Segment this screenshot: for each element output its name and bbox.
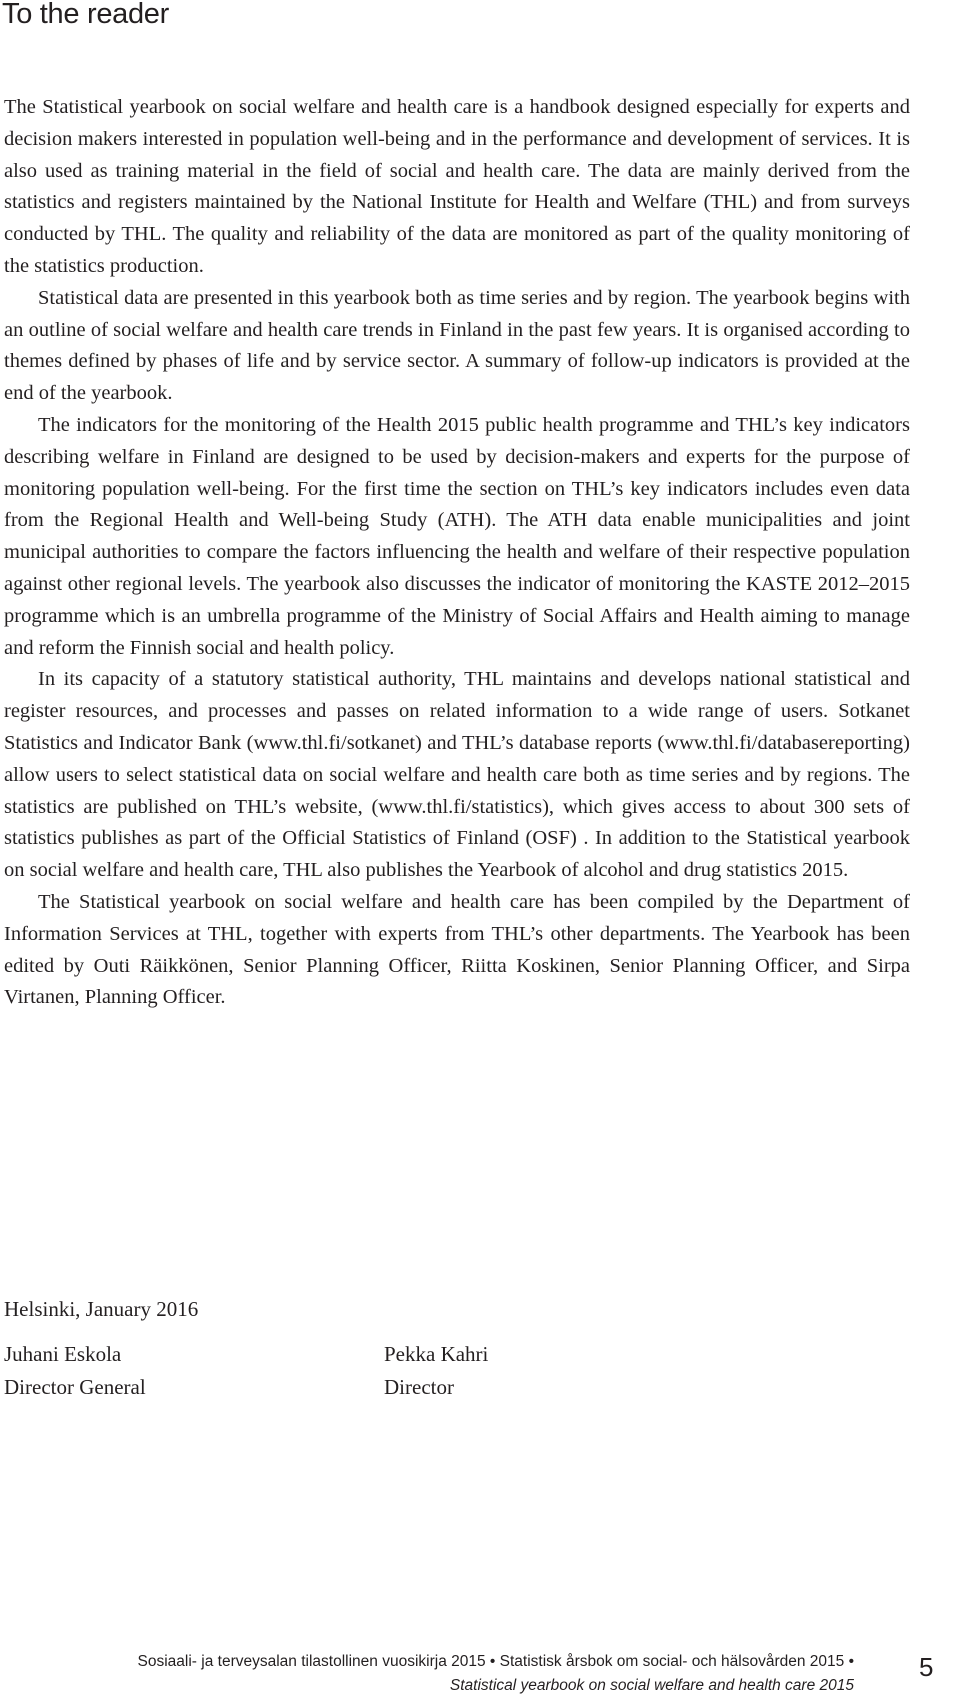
signature-block	[4, 1293, 764, 1404]
signer-name: Juhani Eskola	[4, 1342, 122, 1366]
body-text	[4, 92, 910, 1014]
footer-publication-titles: Sosiaali- ja terveysalan tilastollinen vuosikirja 2015 • Statistisk årsbok om social- och hälsovården 2015 •	[137, 1653, 854, 1670]
signer-name: Pekka Kahri	[384, 1342, 489, 1366]
paragraph-editors: The Statistical yearbook on social welfare and health care has been compiled by the Department of Information Services at THL, together with experts from THL’s other departments. The Yearbook has been edited by Outi Räikkönen, Senior Planning Officer, Riitta Koskinen, Senior Planning Officer, and Sirpa Virtanen, Planning Officer.	[4, 890, 910, 1009]
page-footer	[138, 1650, 854, 1698]
footer-english-title: Statistical yearbook on social welfare and health care 2015	[449, 1677, 854, 1694]
signers	[4, 1338, 764, 1404]
paragraph-statistical-authority: In its capacity of a statutory statistical authority, THL maintains and develops national statistical and register resources, and processes and passes on related information to a wide range of users. Sotkanet Statistics and Indicator Bank (www.thl.fi/sotkanet) and THL’s database reports (www.thl.fi/databasereporting) allow users to select statistical data on social welfare and health care both as time series and by regions. The statistics are published on THL’s website, (www.thl.fi/statistics), which gives access to about 300 sets of statistics publishes as part of the Official Statistics of Finland (OSF) . In addition to the Statistical yearbook on social welfare and health care, THL also publishes the Yearbook of alcohol and drug statistics 2015.	[4, 668, 910, 882]
paragraph-structure: Statistical data are presented in this yearbook both as time series and by region. The yearbook begins with an outline of social welfare and health care trends in Finland in the past few years. It is organised according to themes defined by phases of life and by service sector. A summary of follow-up indicators is provided at the end of the yearbook.	[4, 286, 910, 405]
signer-2	[384, 1338, 764, 1404]
place-date: Helsinki, January 2016	[4, 1297, 199, 1321]
paragraph-indicators: The indicators for the monitoring of the Health 2015 public health programme and THL’s key indicators describing welfare in Finland are designed to be used by decision-makers and experts for the purpose of monitoring population well-being. For the first time the section on THL’s key indicators includes even data from the Regional Health and Well-being Study (ATH). The ATH data enable municipalities and joint municipal authorities to compare the factors influencing the health and welfare of their respective population against other regional levels. The yearbook also discusses the indicator of monitoring the KASTE 2012–2015 programme which is an umbrella programme of the Ministry of Social Affairs and Health aiming to manage and reform the Finnish social and health policy.	[4, 413, 910, 659]
page-number: 5	[919, 1652, 934, 1682]
page-title: To the reader	[2, 0, 169, 30]
signer-1	[4, 1338, 384, 1404]
signer-role: Director General	[4, 1375, 146, 1399]
signer-role: Director	[384, 1375, 454, 1399]
paragraph-intro: The Statistical yearbook on social welfare and health care is a handbook designed especially for experts and decision makers interested in population well-being and in the performance and development of services. It is also used as training material in the field of social and health care. The data are mainly derived from the statistics and registers maintained by the National Institute for Health and Welfare (THL) and from surveys conducted by THL. The quality and reliability of the data are monitored as part of the quality monitoring of the statistics production.	[4, 96, 910, 277]
